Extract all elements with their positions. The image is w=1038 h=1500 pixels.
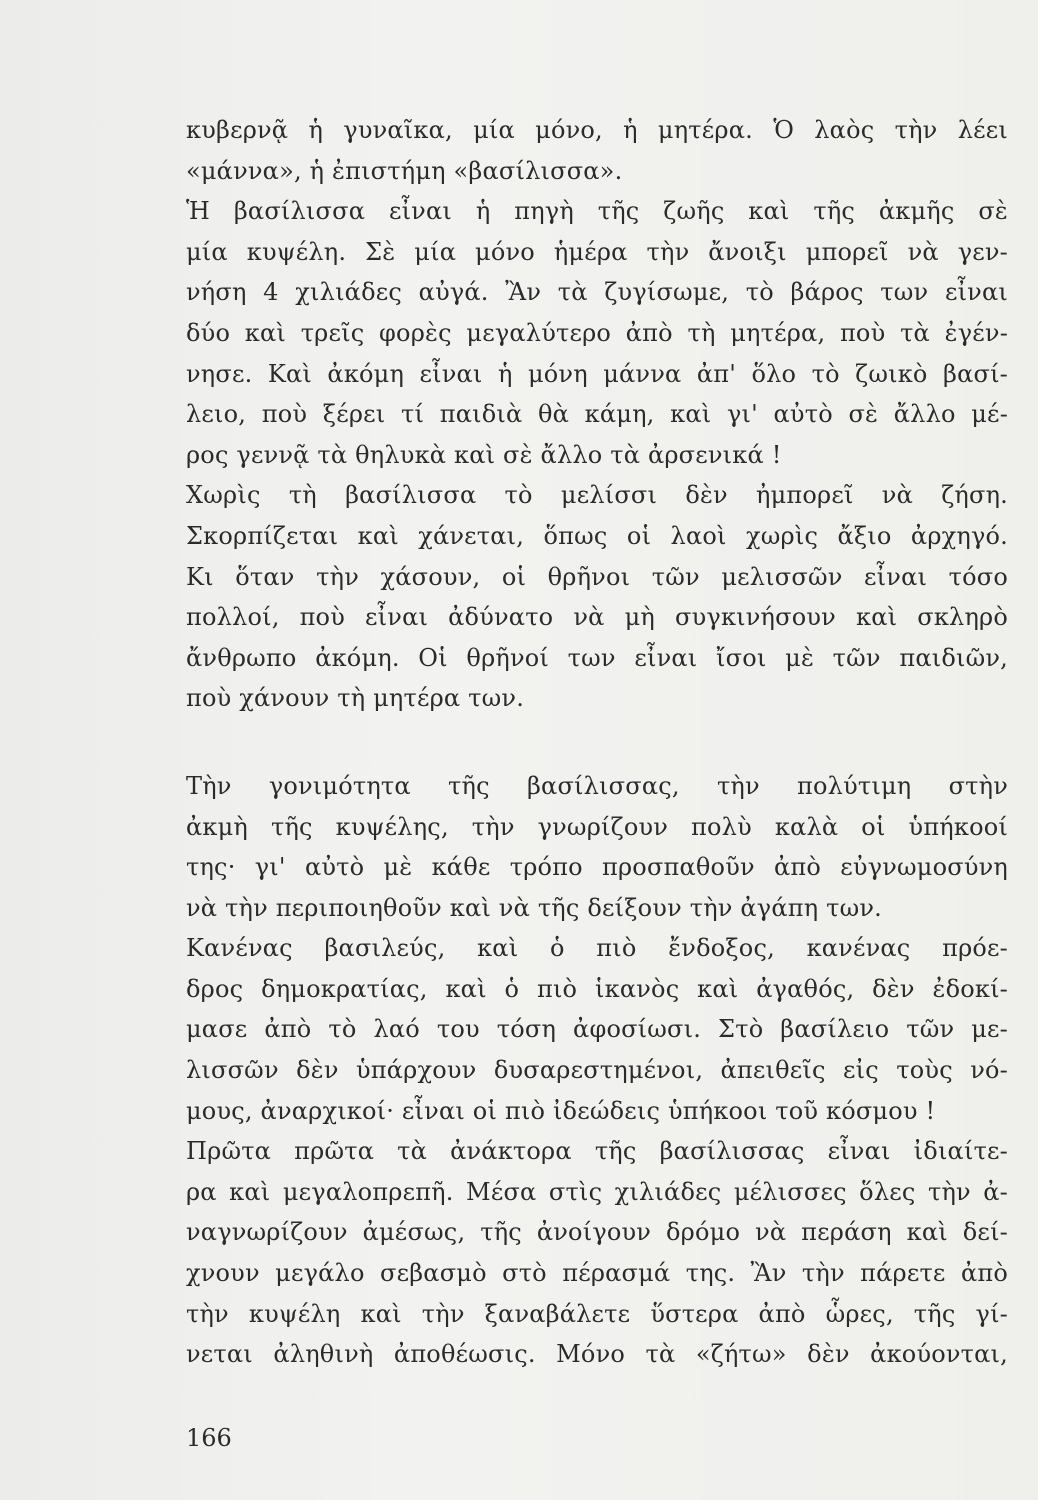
paragraph (186, 475, 1008, 719)
text-line: λισσῶν δὲν ὑπάρχουν δυσαρεστημένοι, ἀπειθεῖς εἰς τοὺς νό- (186, 1056, 1008, 1085)
text-line: μασε ἀπὸ τὸ λαό του τόση ἀφοσίωσι. Στὸ βασίλειο τῶν με- (186, 1015, 1008, 1044)
text-line: δύο καὶ τρεῖς φορὲς μεγαλύτερο ἀπὸ τὴ μητέρα, ποὺ τὰ ἐγέν- (186, 318, 1008, 347)
paragraph (186, 766, 1008, 928)
text-line: Πρῶτα πρῶτα τὰ ἀνάκτορα τῆς βασίλισσας εἶναι ἰδιαίτε- (186, 1137, 1008, 1166)
text-line: Τὴν γονιμότητα τῆς βασίλισσας, τὴν πολύτιμη στὴν (186, 771, 1008, 800)
text-line: ρα καὶ μεγαλοπρεπῆ. Μέσα στὶς χιλιάδες μέλισσες ὅλες τὴν ἀ- (186, 1177, 1008, 1206)
text-line: Κι ὅταν τὴν χάσουν, οἱ θρῆνοι τῶν μελισσῶν εἶναι τόσο (186, 562, 1008, 591)
text-line: νησε. Καὶ ἀκόμη εἶναι ἡ μόνη μάννα ἀπ' ὅλο τὸ ζωικὸ βασί- (186, 359, 1008, 388)
text-line: κυβερνᾷ ἡ γυναῖκα, μία μόνο, ἡ μητέρα. Ὁ λαὸς τὴν λέει (186, 116, 1008, 144)
text-line: τὴν κυψέλη καὶ τὴν ξαναβάλετε ὕστερα ἀπὸ ὧρες, τῆς γί- (186, 1299, 1008, 1328)
paragraph (186, 110, 1008, 191)
text-line: χνουν μεγάλο σεβασμὸ στὸ πέρασμά της. Ἂν τὴν πάρετε ἀπὸ (186, 1259, 1008, 1288)
text-line: της· γι' αὐτὸ μὲ κάθε τρόπο προσπαθοῦν ἀπὸ εὐγνωμοσύνη (186, 853, 1008, 882)
text-line: Σκορπίζεται καὶ χάνεται, ὅπως οἱ λαοὶ χωρὶς ἄξιο ἀρχηγό. (186, 521, 1008, 550)
paragraph-gap (186, 719, 1008, 766)
paragraph (186, 191, 1008, 475)
paragraph (186, 928, 1008, 1131)
text-line: ἄνθρωπο ἀκόμη. Οἱ θρῆνοί των εἶναι ἴσοι μὲ τῶν παιδιῶν, (186, 643, 1008, 672)
text-line: Χωρὶς τὴ βασίλισσα τὸ μελίσσι δὲν ἠμπορεῖ νὰ ζήση. (186, 481, 1008, 510)
text-line: ρος γεννᾷ τὰ θηλυκὰ καὶ σὲ ἄλλο τὰ ἀρσενικά ! (186, 440, 782, 469)
body-text (186, 110, 1008, 1375)
text-line: ἀκμὴ τῆς κυψέλης, τὴν γνωρίζουν πολὺ καλὰ οἱ ὑπήκοοί (186, 812, 1008, 841)
text-line: πολλοί, ποὺ εἶναι ἀδύνατο νὰ μὴ συγκινήσουν καὶ σκληρὸ (186, 603, 1008, 632)
text-line: μους, ἀναρχικοί· εἶναι οἱ πιὸ ἰδεώδεις ὑπήκοοι τοῦ κόσμου ! (186, 1096, 936, 1125)
paragraph (186, 1131, 1008, 1375)
text-line: ποὺ χάνουν τὴ μητέρα των. (186, 684, 525, 713)
text-line: νεται ἀληθινὴ ἀποθέωσις. Μόνο τὰ «ζήτω» δὲν ἀκούονται, (186, 1340, 1008, 1369)
text-line: δρος δημοκρατίας, καὶ ὁ πιὸ ἱκανὸς καὶ ἀγαθός, δὲν ἐδοκί- (186, 974, 1008, 1003)
page-number: 166 (186, 1424, 232, 1452)
text-line: νὰ τὴν περιποιηθοῦν καὶ νὰ τῆς δείξουν τὴν ἀγάπη των. (186, 893, 882, 922)
text-line: μία κυψέλη. Σὲ μία μόνο ἡμέρα τὴν ἄνοιξι μπορεῖ νὰ γεν- (186, 237, 1008, 266)
text-line: «μάννα», ἡ ἐπιστήμη «βασίλισσα». (186, 156, 623, 185)
text-line: Ἡ βασίλισσα εἶναι ἡ πηγὴ τῆς ζωῆς καὶ τῆς ἀκμῆς σὲ (186, 197, 1008, 226)
text-line: ναγνωρίζουν ἀμέσως, τῆς ἀνοίγουν δρόμο νὰ περάση καὶ δεί- (186, 1218, 1008, 1247)
text-line: Κανένας βασιλεύς, καὶ ὁ πιὸ ἔνδοξος, κανένας πρόε- (186, 934, 1008, 963)
text-line: νήση 4 χιλιάδες αὐγά. Ἂν τὰ ζυγίσωμε, τὸ βάρος των εἶναι (186, 278, 1008, 307)
text-line: λειο, ποὺ ξέρει τί παιδιὰ θὰ κάμη, καὶ γι' αὐτὸ σὲ ἄλλο μέ- (186, 400, 1008, 429)
